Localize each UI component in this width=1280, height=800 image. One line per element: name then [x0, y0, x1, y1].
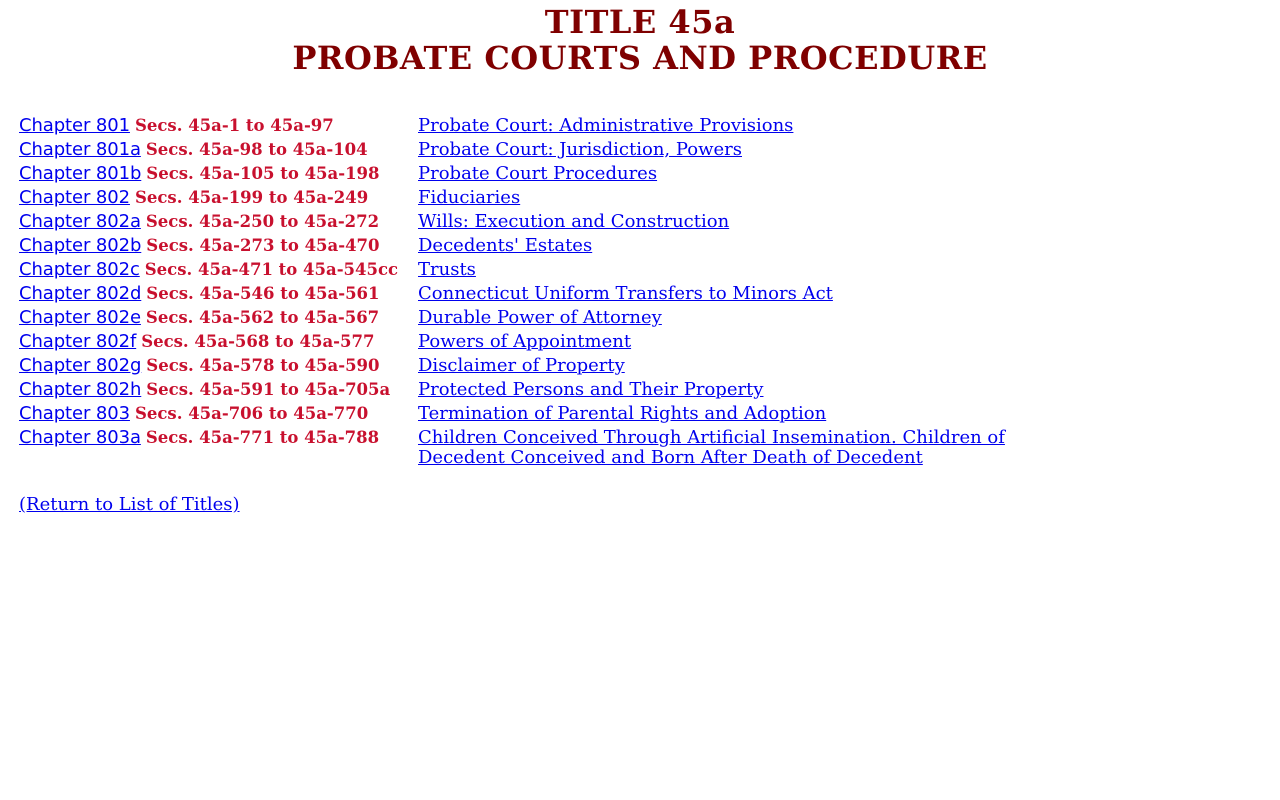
section-range: Secs. 45a-562 to 45a-567 — [145, 308, 380, 327]
chapter-row — [19, 426, 1019, 468]
page-title — [0, 4, 1280, 76]
chapter-subject-link[interactable]: Probate Court Procedures — [418, 163, 658, 184]
chapter-row — [19, 138, 1019, 162]
chapter-row — [19, 258, 1019, 282]
return-to-titles-link[interactable]: (Return to List of Titles) — [19, 494, 240, 515]
chapter-row — [19, 162, 1019, 186]
chapter-row — [19, 210, 1019, 234]
section-range: Secs. 45a-568 to 45a-577 — [141, 332, 375, 351]
chapter-subject-link[interactable]: Children Conceived Through Artificial Insemination. Children of Decedent Conceived and Born After Death of Decedent — [418, 427, 1005, 468]
chapter-link[interactable]: Chapter 801b — [19, 163, 142, 184]
chapter-list — [19, 114, 1019, 468]
chapter-link[interactable]: Chapter 801 — [19, 115, 130, 136]
chapter-row — [19, 186, 1019, 210]
chapter-link[interactable]: Chapter 802f — [19, 331, 137, 352]
chapter-link[interactable]: Chapter 802d — [19, 283, 142, 304]
chapter-row — [19, 234, 1019, 258]
chapter-link[interactable]: Chapter 802c — [19, 259, 140, 280]
chapter-subject-link[interactable]: Fiduciaries — [418, 187, 521, 208]
chapter-subject-link[interactable]: Wills: Execution and Construction — [418, 211, 730, 232]
chapter-row — [19, 354, 1019, 378]
chapter-link[interactable]: Chapter 802h — [19, 379, 142, 400]
chapter-subject-link[interactable]: Trusts — [418, 259, 476, 280]
chapter-subject-link[interactable]: Disclaimer of Property — [418, 355, 625, 376]
chapter-subject-link[interactable]: Connecticut Uniform Transfers to Minors Act — [418, 283, 833, 304]
section-range: Secs. 45a-1 to 45a-97 — [134, 116, 334, 135]
section-range: Secs. 45a-771 to 45a-788 — [145, 428, 380, 447]
chapter-subject-link[interactable]: Durable Power of Attorney — [418, 307, 662, 328]
section-range: Secs. 45a-591 to 45a-705a — [146, 380, 391, 399]
chapter-link[interactable]: Chapter 802e — [19, 307, 141, 328]
chapter-link[interactable]: Chapter 802g — [19, 355, 142, 376]
chapter-link[interactable]: Chapter 801a — [19, 139, 141, 160]
chapter-row — [19, 402, 1019, 426]
section-range: Secs. 45a-706 to 45a-770 — [134, 404, 369, 423]
section-range: Secs. 45a-273 to 45a-470 — [146, 236, 380, 255]
title-number: TITLE 45a — [544, 3, 736, 41]
chapter-row — [19, 114, 1019, 138]
section-range: Secs. 45a-98 to 45a-104 — [145, 140, 368, 159]
chapter-subject-link[interactable]: Probate Court: Jurisdiction, Powers — [418, 139, 742, 160]
chapter-link[interactable]: Chapter 802b — [19, 235, 142, 256]
section-range: Secs. 45a-578 to 45a-590 — [146, 356, 380, 375]
chapter-row — [19, 306, 1019, 330]
title-name: PROBATE COURTS AND PROCEDURE — [292, 39, 988, 77]
chapter-link[interactable]: Chapter 803a — [19, 427, 141, 448]
chapter-row — [19, 378, 1019, 402]
section-range: Secs. 45a-546 to 45a-561 — [146, 284, 380, 303]
chapter-row — [19, 282, 1019, 306]
section-range: Secs. 45a-471 to 45a-545cc — [144, 260, 399, 279]
chapter-row — [19, 330, 1019, 354]
chapter-subject-link[interactable]: Decedents' Estates — [418, 235, 593, 256]
chapter-link[interactable]: Chapter 803 — [19, 403, 130, 424]
chapter-subject-link[interactable]: Probate Court: Administrative Provisions — [418, 115, 794, 136]
chapter-subject-link[interactable]: Protected Persons and Their Property — [418, 379, 764, 400]
section-range: Secs. 45a-199 to 45a-249 — [134, 188, 369, 207]
chapter-subject-link[interactable]: Termination of Parental Rights and Adoption — [418, 403, 827, 424]
chapter-link[interactable]: Chapter 802 — [19, 187, 130, 208]
chapter-subject-link[interactable]: Powers of Appointment — [418, 331, 632, 352]
section-range: Secs. 45a-250 to 45a-272 — [145, 212, 380, 231]
section-range: Secs. 45a-105 to 45a-198 — [146, 164, 380, 183]
chapter-link[interactable]: Chapter 802a — [19, 211, 141, 232]
